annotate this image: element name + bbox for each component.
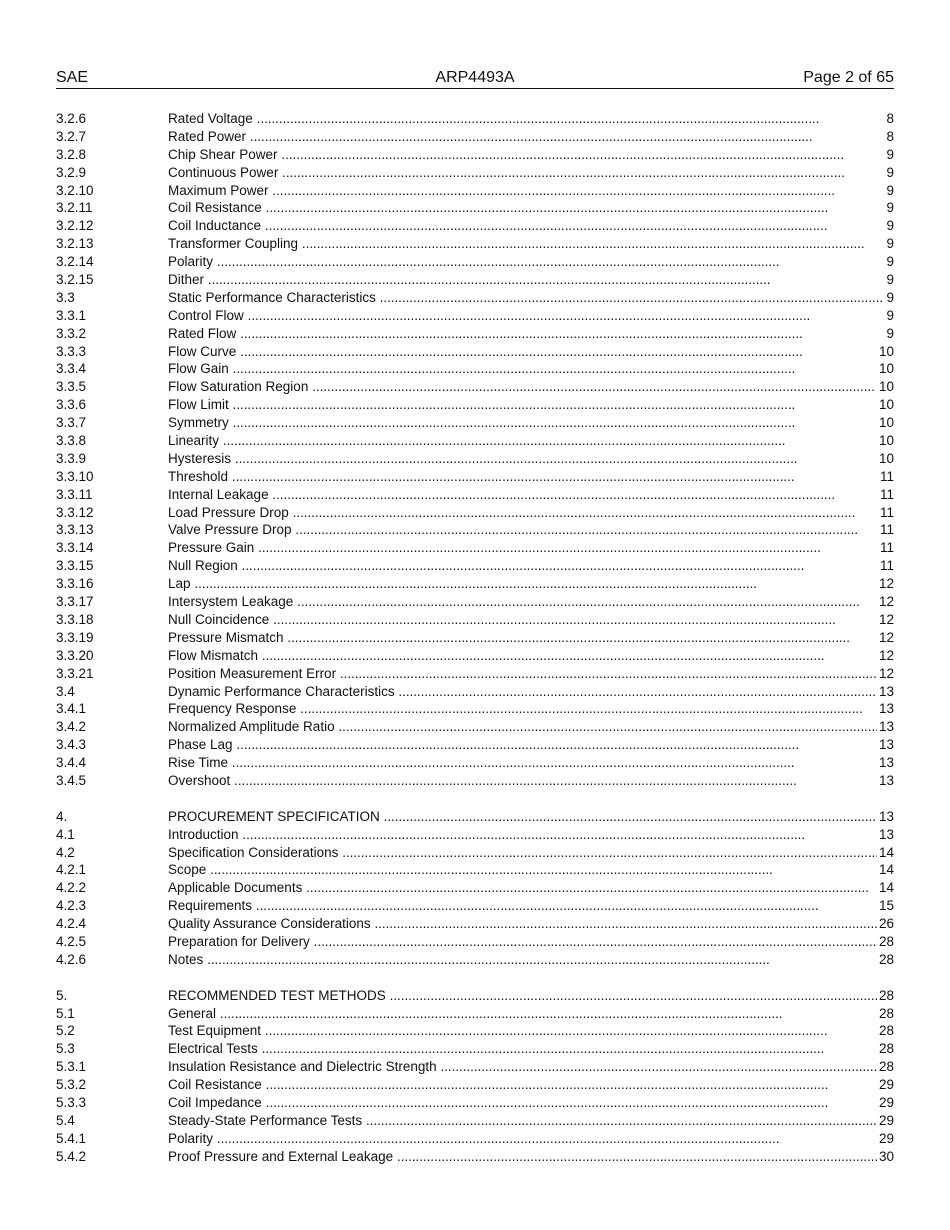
toc-section-title <box>168 182 884 200</box>
toc-section-number: 3.2.13 <box>56 236 94 252</box>
toc-page-number: 10 <box>878 433 894 449</box>
toc-section-number: 3.3.17 <box>56 594 94 610</box>
toc-section-title <box>168 1148 877 1166</box>
toc-section-number: 3.3.2 <box>56 325 87 341</box>
toc-section-title-text: Overshoot <box>168 772 231 788</box>
toc-section-title <box>168 844 877 862</box>
toc-section-number: 3.3.1 <box>56 307 87 323</box>
toc-section-title-text: Threshold <box>168 468 229 484</box>
toc-section-title-text: PROCUREMENT SPECIFICATION <box>168 808 380 824</box>
toc-section-title <box>168 754 877 772</box>
toc-section-title <box>168 110 884 128</box>
toc-section-number: 5. <box>56 987 68 1003</box>
table-of-contents <box>56 110 894 1166</box>
toc-section-title-text: Null Region <box>168 558 238 574</box>
toc-entry[interactable] <box>56 1005 894 1023</box>
toc-entry[interactable] <box>56 199 894 217</box>
toc-section-title <box>168 647 877 665</box>
toc-section-title <box>168 1058 877 1076</box>
toc-page-number: 9 <box>886 272 894 288</box>
toc-entry[interactable] <box>56 1076 894 1094</box>
toc-section-number: 3.2.10 <box>56 182 94 198</box>
toc-section-number: 4.2.5 <box>56 933 87 949</box>
toc-page-number: 28 <box>878 987 894 1003</box>
toc-entry[interactable] <box>56 1058 894 1076</box>
toc-section-title-text: Test Equipment <box>168 1023 262 1039</box>
toc-entry[interactable] <box>56 217 894 235</box>
toc-section-title <box>168 897 877 915</box>
toc-page-number: 28 <box>878 1005 894 1021</box>
page-header <box>56 68 894 89</box>
toc-section-title-text: Rated Flow <box>168 325 237 341</box>
toc-section-title-text: Static Performance Characteristics <box>168 289 376 305</box>
toc-entry[interactable] <box>56 486 894 504</box>
toc-section-title <box>168 307 884 325</box>
toc-entry[interactable] <box>56 182 894 200</box>
toc-entry[interactable] <box>56 736 894 754</box>
toc-section-number: 3.3 <box>56 289 75 305</box>
toc-section-title-text: Load Pressure Drop <box>168 504 289 520</box>
toc-section-title <box>168 611 877 629</box>
toc-section-number: 3.3.20 <box>56 647 94 663</box>
toc-section-title <box>168 1005 877 1023</box>
toc-section-number: 5.3.1 <box>56 1059 87 1075</box>
toc-entry[interactable] <box>56 933 894 951</box>
toc-section-title-text: Flow Curve <box>168 343 237 359</box>
toc-entry[interactable] <box>56 611 894 629</box>
toc-section-title-text: Hysteresis <box>168 450 232 466</box>
toc-section-number: 4.2 <box>56 844 75 860</box>
toc-page-number: 13 <box>878 719 894 735</box>
toc-section-title-text: Polarity <box>168 1130 214 1146</box>
toc-page-number: 9 <box>886 200 894 216</box>
toc-entry[interactable] <box>56 665 894 683</box>
toc-entry[interactable] <box>56 879 894 897</box>
toc-section-title <box>168 557 878 575</box>
toc-section-number: 3.2.8 <box>56 146 87 162</box>
toc-section-number: 3.3.5 <box>56 379 87 395</box>
toc-section-title <box>168 432 877 450</box>
toc-page-number: 12 <box>878 611 894 627</box>
toc-section-number: 3.2.7 <box>56 128 87 144</box>
toc-entry[interactable] <box>56 557 894 575</box>
toc-section-number: 4.2.4 <box>56 916 87 932</box>
toc-page-number: 13 <box>878 701 894 717</box>
toc-entry[interactable] <box>56 1022 894 1040</box>
toc-section-title <box>168 915 877 933</box>
toc-entry[interactable] <box>56 504 894 522</box>
toc-section-number: 3.2.6 <box>56 111 87 126</box>
toc-section-number: 3.4.5 <box>56 772 87 788</box>
toc-entry[interactable] <box>56 307 894 325</box>
toc-section-title <box>168 289 884 307</box>
toc-page-number: 13 <box>878 683 894 699</box>
toc-section-title <box>168 486 878 504</box>
toc-section-number: 3.3.15 <box>56 558 94 574</box>
toc-section-title-text: Introduction <box>168 826 239 842</box>
toc-section-number: 5.3 <box>56 1041 75 1057</box>
toc-section-title <box>168 826 877 844</box>
toc-page-number: 29 <box>878 1130 894 1146</box>
toc-entry[interactable] <box>56 110 894 128</box>
toc-section-number: 4.2.6 <box>56 951 87 967</box>
toc-page-number: 13 <box>878 737 894 753</box>
toc-page-number: 11 <box>879 504 894 520</box>
toc-section-title <box>168 861 877 879</box>
toc-section-title-text: Coil Resistance <box>168 1077 262 1093</box>
toc-section-title <box>168 1040 877 1058</box>
header-org: SAE <box>56 69 89 86</box>
toc-page-number: 13 <box>878 808 894 824</box>
toc-section-title <box>168 575 877 593</box>
toc-entry[interactable] <box>56 378 894 396</box>
toc-section-number: 3.3.3 <box>56 343 87 359</box>
toc-page-number: 9 <box>886 325 894 341</box>
toc-section-title-text: Scope <box>168 862 207 878</box>
toc-section-title <box>168 414 877 432</box>
toc-section-title <box>168 879 877 897</box>
toc-section-title <box>168 360 877 378</box>
toc-section-title-text: Coil Impedance <box>168 1094 262 1110</box>
toc-page-number: 11 <box>879 486 894 502</box>
toc-entry[interactable] <box>56 521 894 539</box>
toc-section-title <box>168 808 877 826</box>
toc-section-title <box>168 146 884 164</box>
toc-entry[interactable] <box>56 718 894 736</box>
toc-section-title-text: Pressure Gain <box>168 540 255 556</box>
toc-page-number: 29 <box>878 1094 894 1110</box>
toc-page-number: 9 <box>886 236 894 252</box>
toc-section-title <box>168 951 877 969</box>
toc-entry[interactable] <box>56 772 894 790</box>
toc-section-title-text: Flow Mismatch <box>168 647 259 663</box>
toc-section-number: 5.3.3 <box>56 1094 87 1110</box>
toc-section-title-text: Valve Pressure Drop <box>168 522 292 538</box>
toc-page-number: 26 <box>878 916 894 932</box>
toc-entry[interactable] <box>56 826 894 844</box>
toc-entry[interactable] <box>56 432 894 450</box>
toc-section-title-text: Requirements <box>168 898 253 914</box>
toc-section-number: 3.2.14 <box>56 254 94 270</box>
toc-page-number: 9 <box>886 164 894 180</box>
toc-entry[interactable] <box>56 235 894 253</box>
toc-section-title-text: Polarity <box>168 254 214 270</box>
toc-section-number: 5.2 <box>56 1023 75 1039</box>
toc-entry[interactable] <box>56 683 894 701</box>
toc-entry[interactable] <box>56 754 894 772</box>
toc-section-number: 3.4.3 <box>56 737 87 753</box>
toc-section-number: 3.3.10 <box>56 468 94 484</box>
toc-page-number: 12 <box>878 665 894 681</box>
toc-page-number: 14 <box>878 880 894 896</box>
toc-entry[interactable] <box>56 164 894 182</box>
toc-entry[interactable] <box>56 629 894 647</box>
toc-section-title <box>168 665 877 683</box>
toc-entry[interactable] <box>56 844 894 862</box>
toc-section-title-text: Continuous Power <box>168 164 279 180</box>
toc-page-number: 11 <box>879 540 894 556</box>
toc-section-number: 3.3.14 <box>56 540 94 556</box>
toc-section-title <box>168 164 884 182</box>
toc-entry[interactable] <box>56 861 894 879</box>
toc-section-title-text: Flow Saturation Region <box>168 379 309 395</box>
toc-entry[interactable] <box>56 325 894 343</box>
toc-section-title-text: Linearity <box>168 433 220 449</box>
toc-section-number: 5.4 <box>56 1112 75 1128</box>
toc-section-number: 5.4.2 <box>56 1148 87 1164</box>
toc-section-title <box>168 521 878 539</box>
toc-section-number: 3.3.8 <box>56 433 87 449</box>
toc-section-title <box>168 325 884 343</box>
toc-entry[interactable] <box>56 575 894 593</box>
toc-section-title-text: Notes <box>168 951 204 967</box>
toc-section-title-text: Steady-State Performance Tests <box>168 1112 363 1128</box>
toc-section-title-text: Rated Power <box>168 128 247 144</box>
toc-section-number: 3.3.18 <box>56 611 94 627</box>
toc-section-title <box>168 128 884 146</box>
toc-section-title <box>168 987 877 1005</box>
toc-page-number: 9 <box>886 146 894 162</box>
toc-page-number: 8 <box>886 111 894 126</box>
header-page-number: Page 2 of 65 <box>803 69 894 86</box>
toc-entry[interactable] <box>56 289 894 307</box>
toc-section-title-text: Dynamic Performance Characteristics <box>168 683 395 699</box>
toc-section-title <box>168 396 877 414</box>
toc-entry[interactable] <box>56 915 894 933</box>
toc-section-title <box>168 1112 877 1130</box>
toc-section-number: 3.3.9 <box>56 450 87 466</box>
toc-section-title <box>168 378 877 396</box>
toc-section-title <box>168 772 877 790</box>
toc-page-number: 10 <box>878 450 894 466</box>
toc-section-title-text: Insulation Resistance and Dielectric Strength <box>168 1059 437 1075</box>
toc-page-number: 28 <box>878 1023 894 1039</box>
toc-entry[interactable] <box>56 1040 894 1058</box>
toc-section-number: 3.3.21 <box>56 665 94 681</box>
header-doc-number: ARP4493A <box>435 69 515 86</box>
toc-section-title <box>168 199 884 217</box>
toc-section-title-text: Position Measurement Error <box>168 665 337 681</box>
toc-section-number: 4.2.2 <box>56 880 87 896</box>
toc-entry[interactable] <box>56 1112 894 1130</box>
toc-page-number: 10 <box>878 343 894 359</box>
toc-section-title-text: Phase Lag <box>168 737 233 753</box>
toc-section-title-text: Rated Voltage <box>168 111 253 126</box>
toc-section-number: 5.3.2 <box>56 1077 87 1093</box>
toc-page-number: 14 <box>878 844 894 860</box>
toc-section-title <box>168 1076 877 1094</box>
toc-section-title <box>168 504 878 522</box>
toc-section-title <box>168 450 877 468</box>
toc-section-number: 3.4.4 <box>56 755 87 771</box>
toc-section-number: 3.3.16 <box>56 576 94 592</box>
toc-section-title-text: Electrical Tests <box>168 1041 258 1057</box>
toc-entry[interactable] <box>56 1094 894 1112</box>
toc-entry[interactable] <box>56 414 894 432</box>
toc-section-title <box>168 217 884 235</box>
toc-section-number: 3.4 <box>56 683 75 699</box>
toc-page-number: 29 <box>878 1077 894 1093</box>
toc-page-number: 12 <box>878 647 894 663</box>
toc-page-number: 9 <box>886 289 894 305</box>
toc-section-title <box>168 468 878 486</box>
toc-section-title <box>168 629 877 647</box>
toc-entry[interactable] <box>56 808 894 826</box>
toc-page-number: 8 <box>886 128 894 144</box>
toc-section-title <box>168 1022 877 1040</box>
toc-section-title-text: RECOMMENDED TEST METHODS <box>168 987 386 1003</box>
toc-page-number: 12 <box>878 594 894 610</box>
toc-section-title <box>168 593 877 611</box>
toc-section-title-text: Chip Shear Power <box>168 146 278 162</box>
toc-section-title-text: Preparation for Delivery <box>168 933 310 949</box>
toc-page-number: 28 <box>878 1059 894 1075</box>
toc-section-number: 3.3.11 <box>56 486 93 502</box>
toc-entry[interactable] <box>56 128 894 146</box>
toc-section-title-text: Flow Limit <box>168 397 229 413</box>
toc-entry[interactable] <box>56 146 894 164</box>
toc-section-title-text: Rise Time <box>168 755 229 771</box>
toc-section-title <box>168 235 884 253</box>
toc-page-number: 9 <box>886 307 894 323</box>
toc-section-title <box>168 718 877 736</box>
toc-page-number: 9 <box>886 254 894 270</box>
toc-section-number: 3.3.13 <box>56 522 94 538</box>
toc-entry[interactable] <box>56 539 894 557</box>
toc-section-number: 4.1 <box>56 826 75 842</box>
toc-page-number: 11 <box>879 468 894 484</box>
toc-section-title <box>168 736 877 754</box>
toc-section-number: 3.2.12 <box>56 218 94 234</box>
toc-page-number: 12 <box>878 576 894 592</box>
toc-section-title <box>168 1130 877 1148</box>
toc-section-title-text: Applicable Documents <box>168 880 303 896</box>
toc-page-number: 15 <box>878 898 894 914</box>
toc-section-number: 3.3.12 <box>56 504 94 520</box>
toc-entry[interactable] <box>56 343 894 361</box>
toc-entry[interactable] <box>56 360 894 378</box>
toc-section-number: 3.2.9 <box>56 164 87 180</box>
toc-page-number: 11 <box>879 558 894 574</box>
toc-entry[interactable] <box>56 897 894 915</box>
toc-section-title-text: Normalized Amplitude Ratio <box>168 719 335 735</box>
toc-section-title-text: Symmetry <box>168 415 229 431</box>
toc-section-title <box>168 683 877 701</box>
toc-entry[interactable] <box>56 468 894 486</box>
toc-page-number: 28 <box>878 951 894 967</box>
toc-section-title <box>168 271 884 289</box>
toc-entry[interactable] <box>56 271 894 289</box>
toc-section-title-text: Coil Inductance <box>168 218 262 234</box>
toc-section-title-text: Intersystem Leakage <box>168 594 294 610</box>
toc-section-title <box>168 343 877 361</box>
toc-entry[interactable] <box>56 987 894 1005</box>
toc-page-number: 29 <box>878 1112 894 1128</box>
toc-page-number: 10 <box>878 361 894 377</box>
toc-page-number: 13 <box>878 826 894 842</box>
toc-entry[interactable] <box>56 647 894 665</box>
toc-section-number: 3.3.7 <box>56 415 87 431</box>
toc-entry[interactable] <box>56 951 894 969</box>
toc-entry[interactable] <box>56 450 894 468</box>
toc-page-number: 9 <box>886 182 894 198</box>
toc-section-number: 5.1 <box>56 1005 75 1021</box>
toc-section-title <box>168 1094 877 1112</box>
toc-section-title <box>168 253 884 271</box>
toc-section-number: 3.3.19 <box>56 629 94 645</box>
toc-section-title-text: Null Coincidence <box>168 611 270 627</box>
toc-section-title-text: Proof Pressure and External Leakage <box>168 1148 394 1164</box>
toc-section-title-text: Coil Resistance <box>168 200 262 216</box>
toc-page-number: 10 <box>878 379 894 395</box>
toc-page-number: 13 <box>878 755 894 771</box>
toc-section-number: 4.2.3 <box>56 898 87 914</box>
toc-section-title <box>168 700 877 718</box>
toc-section-title-text: Pressure Mismatch <box>168 629 284 645</box>
toc-section-title-text: Lap <box>168 576 191 592</box>
toc-page-number: 13 <box>878 772 894 788</box>
toc-page-number: 30 <box>878 1148 894 1164</box>
toc-section-number: 3.4.2 <box>56 719 87 735</box>
toc-entry[interactable] <box>56 396 894 414</box>
toc-section-title-text: Flow Gain <box>168 361 229 377</box>
toc-section-number: 5.4.1 <box>56 1130 87 1146</box>
toc-section-title-text: General <box>168 1005 217 1021</box>
toc-section-title-text: Control Flow <box>168 307 244 323</box>
toc-section-title-text: Specification Considerations <box>168 844 339 860</box>
toc-section-title-text: Quality Assurance Considerations <box>168 916 371 932</box>
toc-entry[interactable] <box>56 1148 894 1166</box>
toc-section-number: 3.2.11 <box>56 200 93 216</box>
toc-page-number: 28 <box>878 1041 894 1057</box>
toc-entry[interactable] <box>56 253 894 271</box>
toc-section-title <box>168 933 877 951</box>
toc-page-number: 10 <box>878 415 894 431</box>
toc-page-number: 10 <box>878 397 894 413</box>
toc-section-title-text: Transformer Coupling <box>168 236 299 252</box>
toc-page-number: 9 <box>886 218 894 234</box>
toc-section-title-text: Frequency Response <box>168 701 297 717</box>
toc-section-number: 4.2.1 <box>56 862 87 878</box>
toc-section-number: 3.3.6 <box>56 397 87 413</box>
toc-section-title-text: Dither <box>168 272 205 288</box>
toc-page-number: 14 <box>878 862 894 878</box>
toc-section-number: 3.2.15 <box>56 272 94 288</box>
toc-page-number: 12 <box>878 629 894 645</box>
toc-page-number: 28 <box>878 933 894 949</box>
toc-section-number: 3.4.1 <box>56 701 87 717</box>
toc-section-title <box>168 539 878 557</box>
toc-entry[interactable] <box>56 700 894 718</box>
toc-section-number: 4. <box>56 808 68 824</box>
toc-section-title-text: Internal Leakage <box>168 486 269 502</box>
toc-entry[interactable] <box>56 1130 894 1148</box>
toc-entry[interactable] <box>56 593 894 611</box>
toc-section-title-text: Maximum Power <box>168 182 269 198</box>
toc-page-number: 11 <box>879 522 894 538</box>
toc-section-number: 3.3.4 <box>56 361 87 377</box>
